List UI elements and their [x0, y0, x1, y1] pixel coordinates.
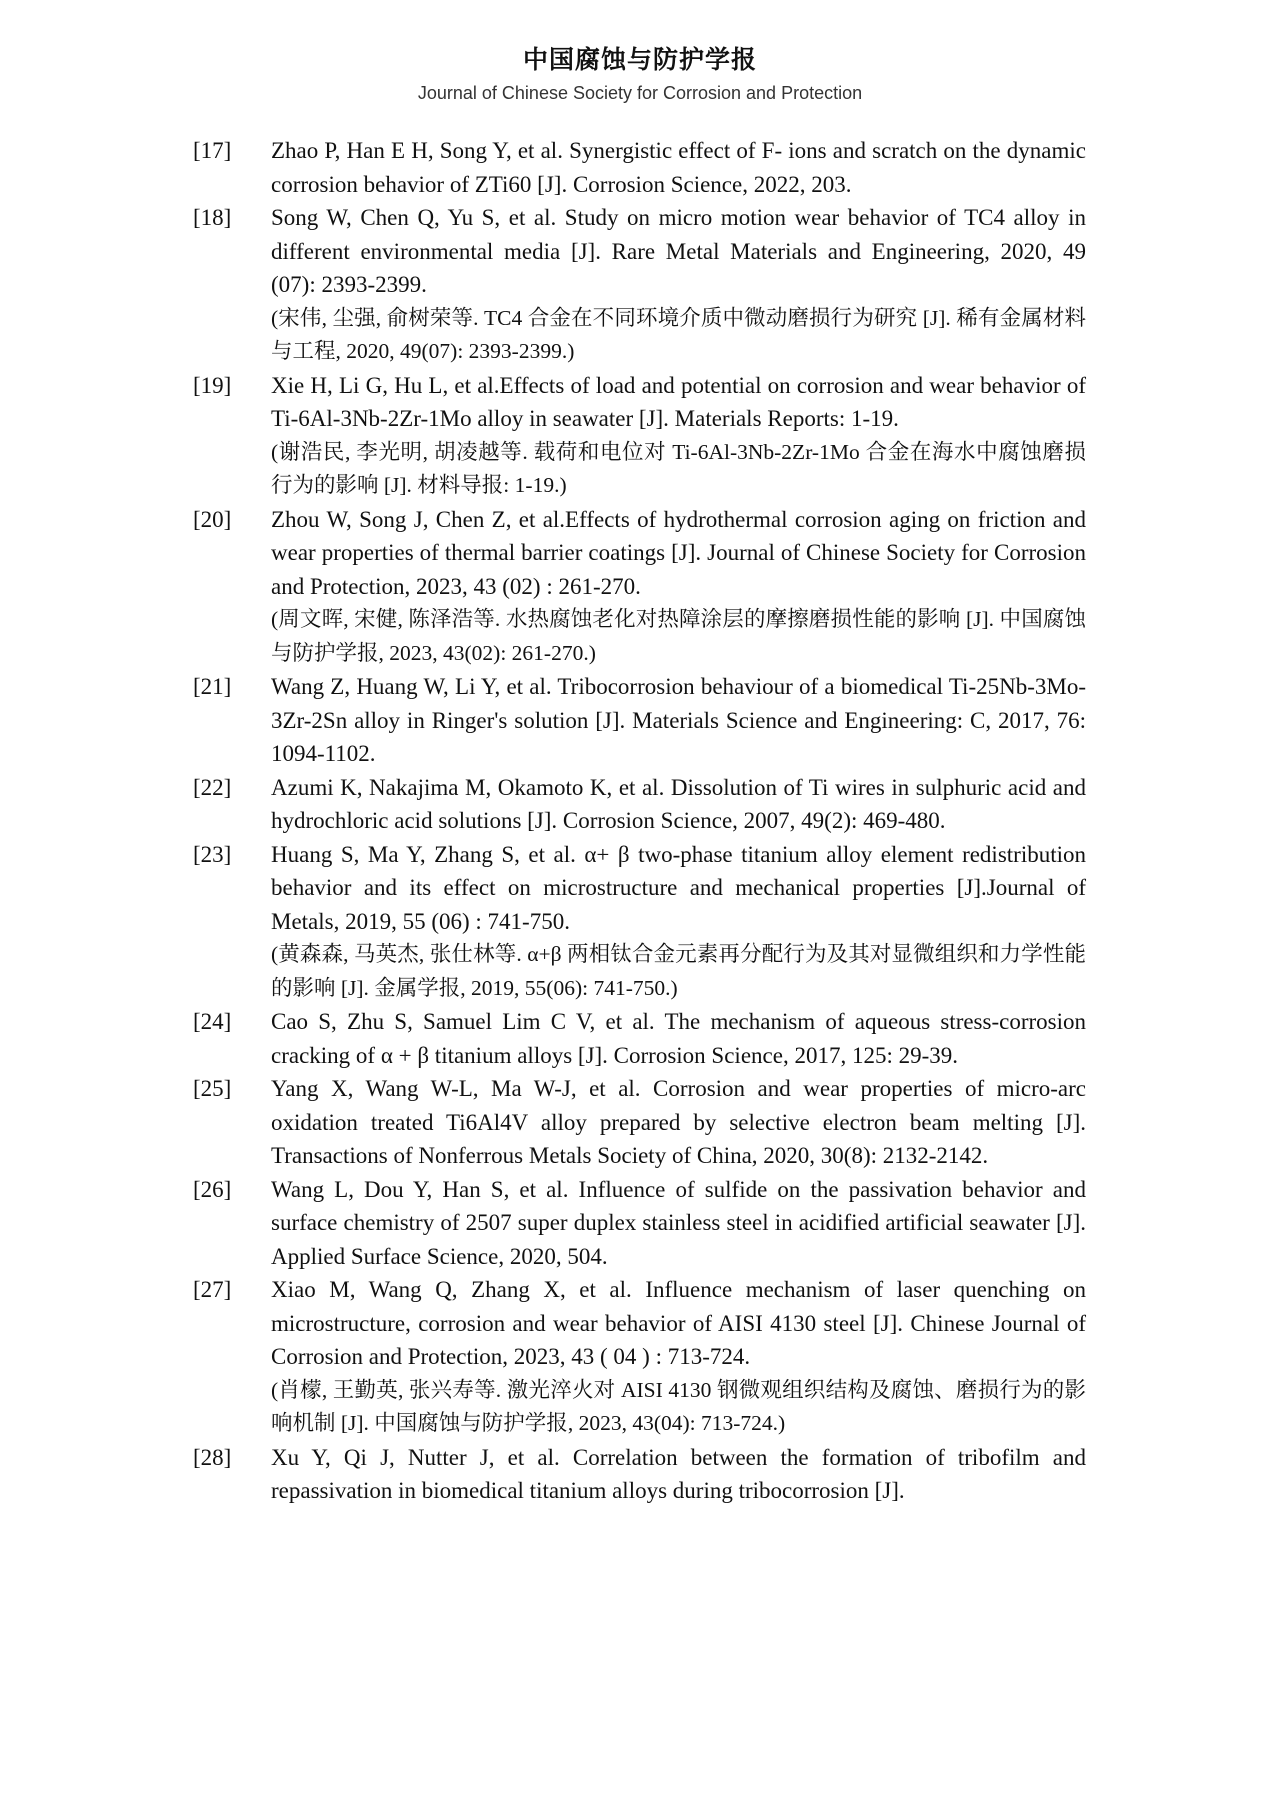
reference-body: [271, 369, 1086, 503]
reference-chinese-text: (宋伟, 尘强, 俞树荣等. TC4 合金在不同环境介质中微动磨损行为研究 [J]. 稀有金属材料与工程, 2020, 49(07): 2393-2399.): [271, 305, 1086, 363]
reference-number: [21]: [193, 674, 232, 699]
reference-chinese-text: (黄森森, 马英杰, 张仕林等. α+β 两相钛合金元素再分配行为及其对显微组织和力学性能的影响 [J]. 金属学报, 2019, 55(06): 741-750.): [271, 942, 1086, 1000]
reference-number: [24]: [193, 1009, 232, 1034]
reference-entry: [193, 503, 1086, 671]
reference-entry: [193, 1173, 1086, 1274]
reference-body: [271, 771, 1086, 838]
reference-body: [271, 134, 1086, 201]
reference-entry: [193, 369, 1086, 503]
reference-chinese-text: (周文晖, 宋健, 陈泽浩等. 水热腐蚀老化对热障涂层的摩擦磨损性能的影响 [J]. 中国腐蚀与防护学报, 2023, 43(02): 261-270.): [271, 607, 1086, 665]
reference-text: Zhao P, Han E H, Song Y, et al. Synergistic effect of F- ions and scratch on the dynamic corrosion behavior of ZTi60 [J]. Corrosion Science, 2022, 203.: [271, 138, 1086, 197]
reference-text: Song W, Chen Q, Yu S, et al. Study on micro motion wear behavior of TC4 alloy in different environmental media [J]. Rare Metal Materials and Engineering, 2020, 49 (07): 2393-2399.: [271, 205, 1086, 297]
reference-body: [271, 1173, 1086, 1274]
reference-body: [271, 201, 1086, 369]
reference-entry: [193, 134, 1086, 201]
reference-entry: [193, 201, 1086, 369]
reference-entry: [193, 838, 1086, 1006]
reference-text: Xu Y, Qi J, Nutter J, et al. Correlation between the formation of tribofilm and repassivation in biomedical titanium alloys during tribocorrosion [J].: [271, 1444, 1086, 1503]
reference-text: Zhou W, Song J, Chen Z, et al.Effects of hydrothermal corrosion aging on friction and wear properties of thermal barrier coatings [J]. Journal of Chinese Society for Corrosion and Protection, 2023, 43 (02) : 261-270.: [271, 506, 1086, 599]
reference-number: [20]: [193, 506, 232, 532]
reference-text: Xiao M, Wang Q, Zhang X, et al. Influence mechanism of laser quenching on microstructure, corrosion and wear behavior of AISI 4130 steel [J]. Chinese Journal of Corrosion and Protection, 2023, 43 ( 04 ) : 713-724.: [271, 1277, 1086, 1369]
reference-entry: [193, 670, 1086, 771]
reference-entry: [193, 1441, 1086, 1508]
reference-text: Wang L, Dou Y, Han S, et al. Influence of sulfide on the passivation behavior and surface chemistry of 2507 super duplex stainless steel in acidified artificial seawater [J]. Applied Surface Science, 2020, 504.: [271, 1176, 1086, 1269]
reference-number: [25]: [193, 1076, 232, 1101]
reference-body: [271, 838, 1086, 1006]
reference-number: [18]: [193, 205, 232, 230]
reference-chinese-text: (谢浩民, 李光明, 胡凌越等. 载荷和电位对 Ti-6Al-3Nb-2Zr-1Mo 合金在海水中腐蚀磨损行为的影响 [J]. 材料导报: 1-19.): [271, 439, 1086, 497]
reference-text: Yang X, Wang W-L, Ma W-J, et al. Corrosion and wear properties of micro-arc oxidation treated Ti6Al4V alloy prepared by selective electron beam melting [J]. Transactions of Nonferrous Metals Society of China, 2020, 30(8): 2132-2142.: [271, 1076, 1086, 1168]
reference-body: [271, 1273, 1086, 1441]
journal-title-chinese: 中国腐蚀与防护学报: [522, 45, 757, 74]
reference-number: [28]: [193, 1444, 232, 1470]
reference-text: Cao S, Zhu S, Samuel Lim C V, et al. The mechanism of aqueous stress-corrosion cracking of α + β titanium alloys [J]. Corrosion Science, 2017, 125: 29-39.: [271, 1009, 1086, 1068]
reference-body: [271, 503, 1086, 671]
reference-body: [271, 1072, 1086, 1173]
reference-entry: [193, 1273, 1086, 1441]
reference-number: [22]: [193, 774, 232, 800]
reference-entry: [193, 1072, 1086, 1173]
journal-title-english: Journal of Chinese Society for Corrosion and Protection: [417, 83, 863, 103]
page-header: [0, 44, 1280, 106]
reference-number: [17]: [193, 138, 232, 163]
reference-chinese-text: (肖檬, 王勤英, 张兴寿等. 激光淬火对 AISI 4130 钢微观组织结构及腐蚀、磨损行为的影响机制 [J]. 中国腐蚀与防护学报, 2023, 43(04): 713-724.): [271, 1377, 1086, 1435]
reference-number: [23]: [193, 841, 232, 867]
reference-number: [19]: [193, 372, 232, 398]
reference-text: Azumi K, Nakajima M, Okamoto K, et al. Dissolution of Ti wires in sulphuric acid and hydrochloric acid solutions [J]. Corrosion Science, 2007, 49(2): 469-480.: [271, 774, 1086, 833]
reference-body: [271, 1441, 1086, 1508]
reference-number: [27]: [193, 1277, 232, 1302]
reference-entry: [193, 1005, 1086, 1072]
reference-list: [193, 134, 1086, 1508]
reference-body: [271, 1005, 1086, 1072]
reference-text: Xie H, Li G, Hu L, et al.Effects of load and potential on corrosion and wear behavior of Ti-6Al-3Nb-2Zr-1Mo alloy in seawater [J]. Materials Reports: 1-19.: [271, 372, 1086, 431]
reference-text: Huang S, Ma Y, Zhang S, et al. α+ β two-phase titanium alloy element redistribution behavior and its effect on microstructure and mechanical properties [J].Journal of Metals, 2019, 55 (06) : 741-750.: [271, 841, 1086, 934]
reference-text: Wang Z, Huang W, Li Y, et al. Tribocorrosion behaviour of a biomedical Ti-25Nb-3Mo-3Zr-2Sn alloy in Ringer's solution [J]. Materials Science and Engineering: C, 2017, 76: 1094-1102.: [271, 674, 1086, 766]
reference-body: [271, 670, 1086, 771]
reference-entry: [193, 771, 1086, 838]
reference-number: [26]: [193, 1176, 232, 1202]
